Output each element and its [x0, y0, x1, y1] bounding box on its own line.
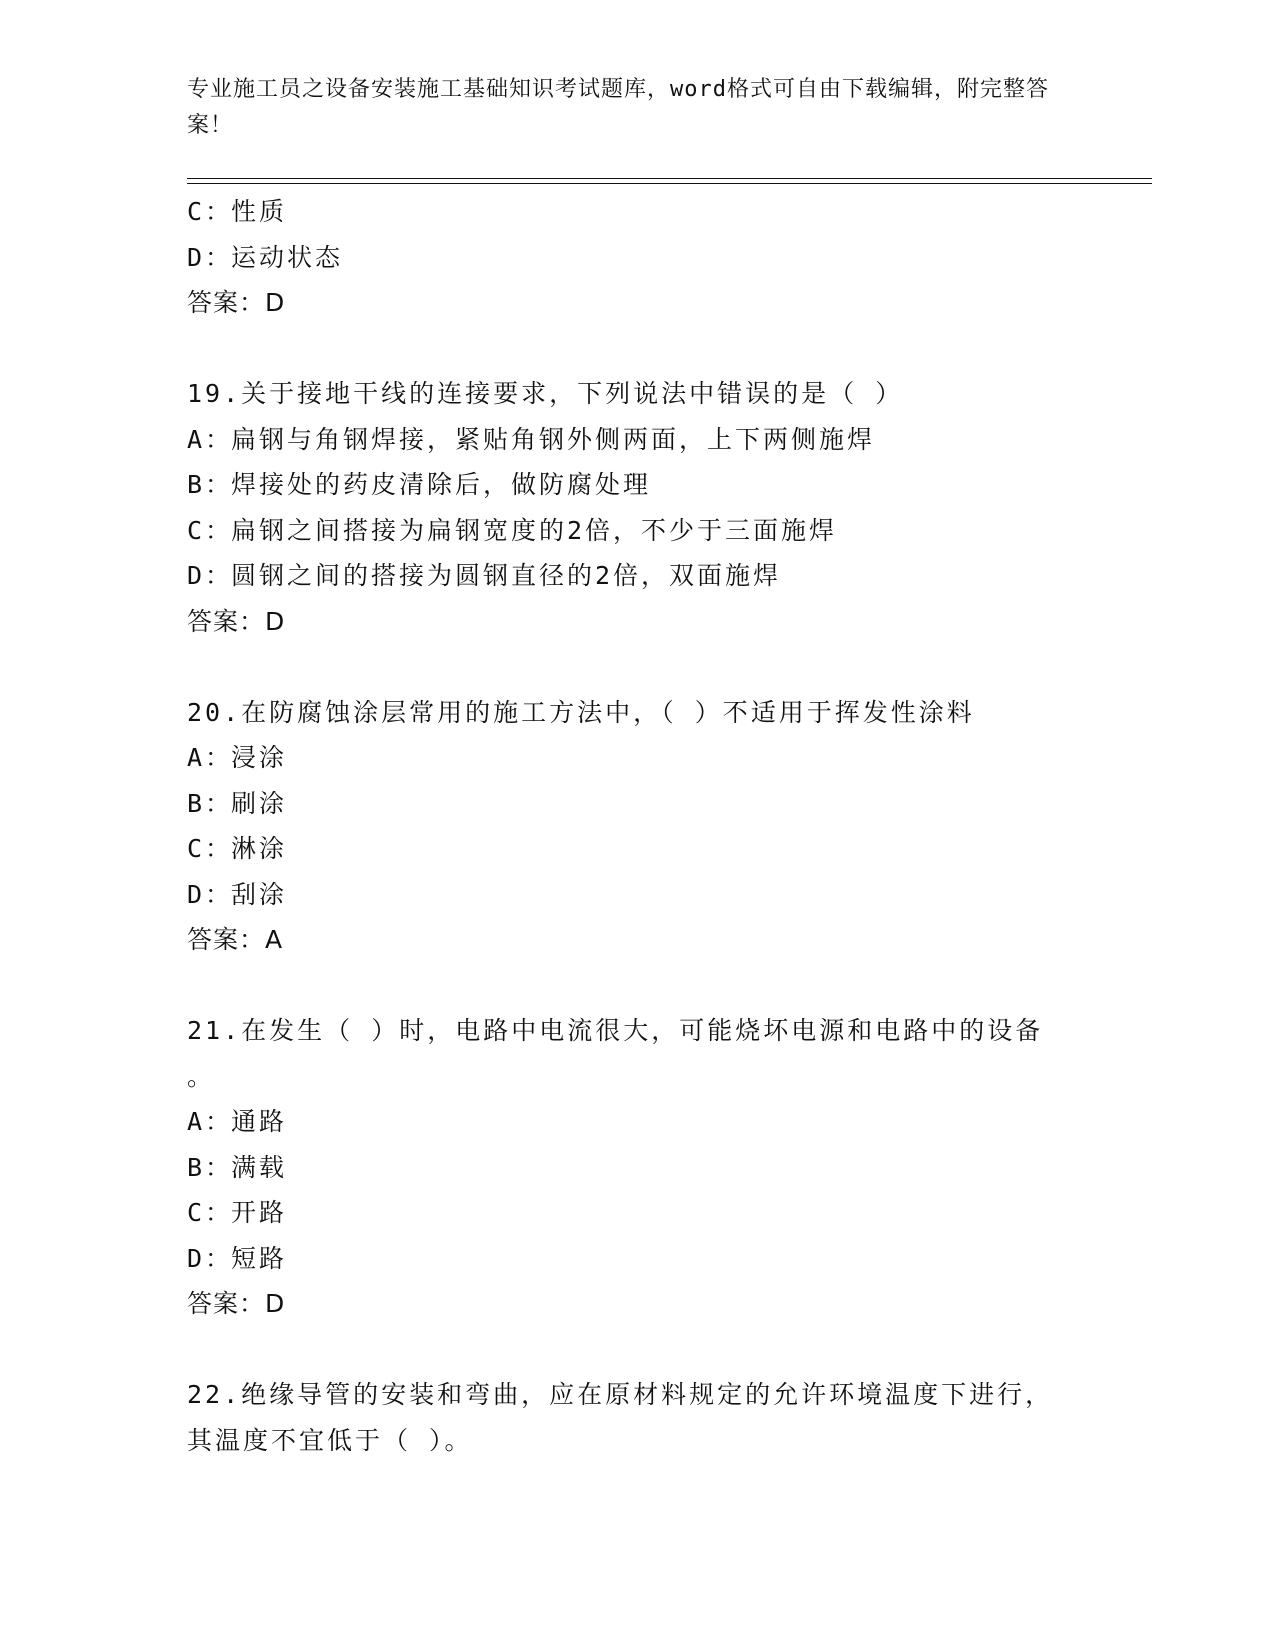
answer-option	[187, 1190, 1087, 1236]
option-label: C：	[187, 515, 234, 545]
option-label: A：	[187, 1107, 234, 1136]
answer-option	[187, 417, 1087, 463]
answer-option	[187, 462, 1087, 508]
answer-option	[187, 235, 1087, 281]
answer-line: 答案：D	[187, 288, 286, 317]
option-label: D：	[187, 242, 234, 272]
answer-option	[187, 189, 1087, 235]
answer-option	[187, 553, 1087, 599]
option-label: C：	[187, 834, 234, 863]
question-text: 20.在防腐蚀涂层常用的施工方法中，（ ）不适用于挥发性涂料	[187, 697, 975, 727]
answer-line: 答案：D	[187, 1289, 286, 1318]
option-text: 刮涂	[231, 879, 288, 909]
header-rule-top	[187, 178, 1152, 179]
option-text: 扁钢与角钢焊接，紧贴角钢外侧两面，上下两侧施焊	[231, 424, 876, 454]
answer-option	[187, 1236, 1087, 1282]
answer-option	[187, 826, 1087, 872]
spacer	[187, 963, 1087, 1009]
option-text: 通路	[231, 1107, 288, 1136]
answer-option	[187, 872, 1087, 918]
option-text: 扁钢之间搭接为扁钢宽度的2倍，不少于三面施焊	[231, 515, 838, 545]
option-label: B：	[187, 1152, 234, 1182]
answer-option	[187, 508, 1087, 554]
document-header: 专业施工员之设备安装施工基础知识考试题库，word格式可自由下载编辑，附完整答案！	[187, 77, 1049, 138]
spacer	[187, 644, 1087, 690]
option-label: D：	[187, 879, 234, 909]
option-text: 开路	[231, 1198, 288, 1227]
option-text: 圆钢之间的搭接为圆钢直径的2倍，双面施焊	[231, 561, 782, 590]
header-rule-bottom	[187, 183, 1152, 184]
option-text: 焊接处的药皮清除后，做防腐处理	[231, 470, 652, 499]
question-text: 19.关于接地干线的连接要求，下列说法中错误的是（ ）	[187, 379, 904, 408]
spacer	[187, 326, 1087, 372]
option-label: C：	[187, 197, 234, 226]
question-text: 22.绝缘导管的安装和弯曲，应在原材料规定的允许环境温度下进行，	[187, 1380, 1054, 1409]
option-text: 运动状态	[231, 242, 344, 272]
question-list	[187, 189, 1087, 1463]
option-text: 淋涂	[231, 834, 288, 863]
option-label: D：	[187, 561, 234, 590]
question-text: 其温度不宜低于（ ）。	[187, 1425, 473, 1455]
option-text: 性质	[231, 197, 288, 226]
option-text: 满载	[231, 1152, 288, 1182]
option-label: B：	[187, 470, 234, 499]
option-text: 刷涂	[231, 788, 288, 818]
answer-line: 答案：D	[187, 606, 286, 636]
option-label: A：	[187, 743, 234, 772]
option-text: 短路	[231, 1243, 288, 1273]
answer-line: 答案：A	[187, 925, 284, 954]
option-label: B：	[187, 788, 234, 818]
option-text: 浸涂	[231, 743, 288, 772]
question-text: 。	[187, 1061, 216, 1091]
question-text: 21.在发生（ ）时，电路中电流很大，可能烧坏电源和电路中的设备	[187, 1016, 1044, 1045]
option-label: D：	[187, 1243, 234, 1273]
spacer	[187, 1327, 1087, 1373]
answer-option	[187, 735, 1087, 781]
option-label: A：	[187, 424, 234, 454]
answer-option	[187, 1145, 1087, 1191]
answer-option	[187, 1099, 1087, 1145]
answer-option	[187, 781, 1087, 827]
option-label: C：	[187, 1198, 234, 1227]
